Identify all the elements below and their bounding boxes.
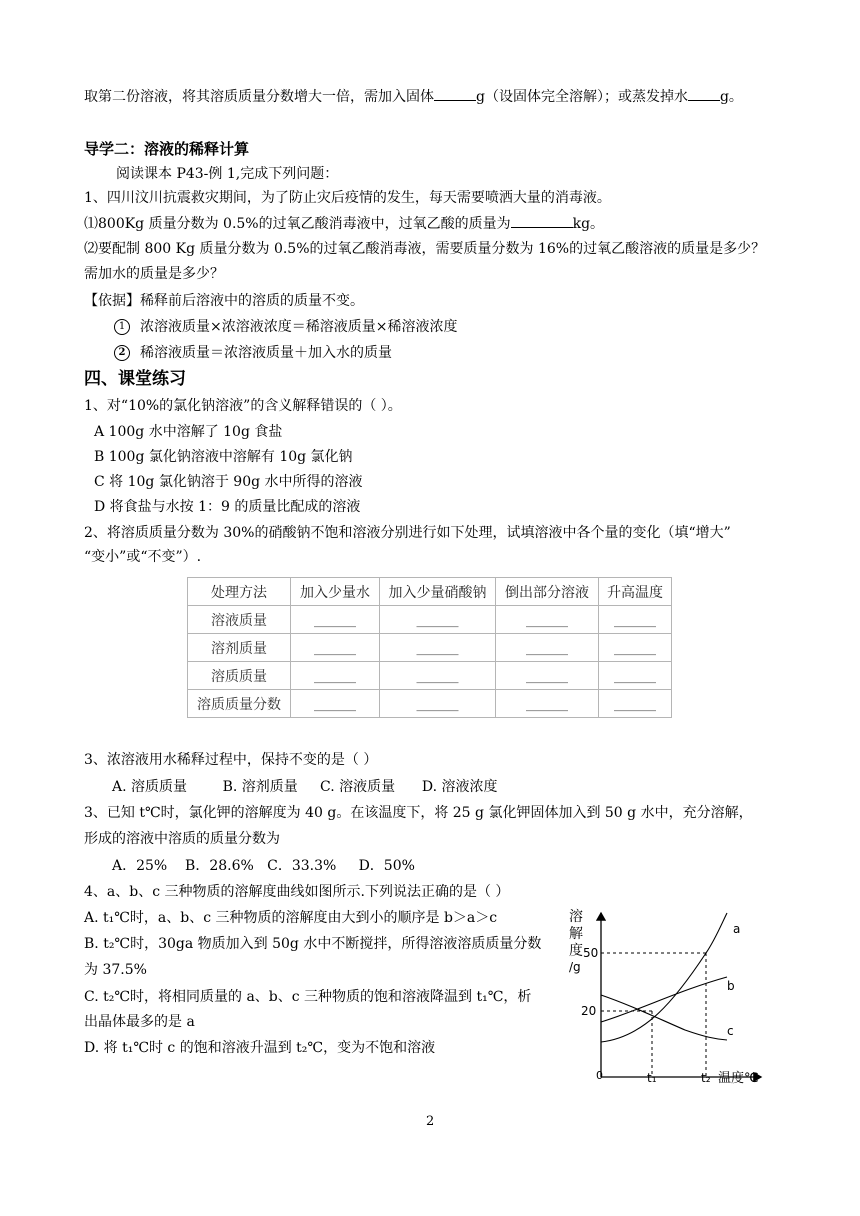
row-label: 溶质质量分数 <box>188 690 291 718</box>
ylabel-char: 溶 <box>569 909 583 925</box>
practice-q2-cont: “变小”或“不变”）. <box>84 549 202 565</box>
answer-cell[interactable]: ______ <box>496 606 599 634</box>
answer-blank[interactable] <box>688 86 720 101</box>
curve-c-label: c <box>727 1024 734 1038</box>
answer-cell[interactable]: ______ <box>496 634 599 662</box>
table-header: 加入少量水 <box>291 578 380 606</box>
answer-cell[interactable]: ______ <box>380 662 496 690</box>
answer-cell[interactable]: ______ <box>496 662 599 690</box>
curve-c <box>601 995 727 1040</box>
table-header: 加入少量硝酸钠 <box>380 578 496 606</box>
practice-q4-option-c-cont: 出晶体最多的是 a <box>84 1014 195 1030</box>
answer-cell[interactable]: ______ <box>496 690 599 718</box>
answer-cell[interactable]: ______ <box>291 606 380 634</box>
guide2-question-1: 1、四川汶川抗震救灾期间，为了防止灾后疫情的发生，每天需要喷洒大量的消毒液。 <box>84 190 611 206</box>
curve-b <box>601 977 727 1022</box>
curve-a <box>601 913 727 1042</box>
answer-cell[interactable]: ______ <box>380 634 496 662</box>
change-table <box>187 577 672 718</box>
practice-q3-options: A. 溶质质量 B. 溶剂质量 C. 溶液质量 D. 溶液浓度 <box>112 779 498 795</box>
answer-cell[interactable]: ______ <box>291 662 380 690</box>
table-header: 倒出部分溶液 <box>496 578 599 606</box>
section-4-title: 四、课堂练习 <box>84 369 186 389</box>
ylabel-char: 解 <box>569 926 583 942</box>
table-row <box>188 690 672 718</box>
practice-q2: 2、将溶质质量分数为 30%的硝酸钠不饱和溶液分别进行如下处理，试填溶液中各个量的变化（填“增大” <box>84 525 731 541</box>
practice-q3: 3、浓溶液用水稀释过程中，保持不变的是（ ） <box>84 752 378 768</box>
guide2-intro: 阅读课本 P43-例 1,完成下列问题： <box>116 166 339 182</box>
answer-cell[interactable]: ______ <box>380 690 496 718</box>
x-axis-label: 温度℃ <box>718 1071 759 1086</box>
guide2-question-1-2-cont: 需加水的质量是多少？ <box>84 266 224 282</box>
table-row <box>188 634 672 662</box>
x-tick-t2: t₂ <box>701 1071 711 1085</box>
table-row <box>188 662 672 690</box>
answer-blank[interactable] <box>434 86 476 101</box>
row-label: 溶液质量 <box>188 606 291 634</box>
answer-cell[interactable]: ______ <box>291 690 380 718</box>
practice-q1-option-a: A 100g 水中溶解了 10g 食盐 <box>94 424 283 440</box>
table-header: 处理方法 <box>188 578 291 606</box>
table-header-row <box>188 578 672 606</box>
row-label: 溶剂质量 <box>188 634 291 662</box>
table-header: 升高温度 <box>599 578 672 606</box>
practice-q3b: 3、已知 t℃时，氯化钾的溶解度为 40 g。在该温度下，将 25 g 氯化钾固体加入到 50 g 水中，充分溶解， <box>84 805 753 821</box>
guide2-question-1-2: ⑵要配制 800 Kg 质量分数为 0.5%的过氧乙酸消毒液，需要质量分数为 16%的过氧乙酸溶液的质量是多少？ <box>84 241 766 257</box>
row-label: 溶质质量 <box>188 662 291 690</box>
guide2-title: 导学二：溶液的稀释计算 <box>84 140 250 158</box>
answer-blank[interactable] <box>511 213 573 228</box>
question-unit: kg。 <box>572 216 605 232</box>
circled-number-2: 2 <box>114 345 130 361</box>
answer-cell[interactable]: ______ <box>291 634 380 662</box>
solubility-curve-graph <box>565 905 765 1090</box>
top-line-text-3: g。 <box>719 89 743 105</box>
practice-q4: 4、a、b、c 三种物质的溶解度曲线如图所示.下列说法正确的是（ ） <box>84 884 510 900</box>
practice-q4-option-d: D. 将 t₁℃时 c 的饱和溶液升温到 t₂℃，变为不饱和溶液 <box>84 1040 436 1056</box>
rule-2 <box>114 343 392 363</box>
basis-text: 【依据】稀释前后溶液中的溶质的质量不变。 <box>84 293 364 309</box>
rule-1 <box>114 317 457 337</box>
practice-q3b-options: A．25% B．28.6% C．33.3% D．50% <box>112 858 415 874</box>
table-row <box>188 606 672 634</box>
practice-q4-option-b-cont: 为 37.5% <box>84 962 147 978</box>
curve-b-label: b <box>727 979 735 993</box>
answer-cell[interactable]: ______ <box>380 606 496 634</box>
rule-2-text: 稀溶液质量＝浓溶液质量＋加入水的质量 <box>140 345 392 361</box>
practice-q1-option-b: B 100g 氯化钠溶液中溶解有 10g 氯化钠 <box>94 449 353 465</box>
answer-cell[interactable]: ______ <box>599 634 672 662</box>
answer-cell[interactable]: ______ <box>599 690 672 718</box>
answer-cell[interactable]: ______ <box>599 662 672 690</box>
ylabel-char: /g <box>569 960 581 974</box>
practice-q3b-cont: 形成的溶液中溶质的质量分数为 <box>84 831 280 847</box>
guide2-question-1-1 <box>84 213 604 234</box>
circled-number-1: 1 <box>114 319 130 335</box>
y-tick-50: 50 <box>583 946 599 960</box>
top-line-text-1: 取第二份溶液，将其溶质质量分数增大一倍，需加入固体 <box>84 89 434 105</box>
curve-a-label: a <box>733 922 741 936</box>
page-number: 2 <box>426 1114 435 1129</box>
practice-q1-option-c: C 将 10g 氯化钠溶于 90g 水中所得的溶液 <box>94 474 363 490</box>
practice-q1-option-d: D 将食盐与水按 1：9 的质量比配成的溶液 <box>94 499 361 515</box>
practice-q4-option-c: C. t₂℃时，将相同质量的 a、b、c 三种物质的饱和溶液降温到 t₁℃，析 <box>84 989 532 1005</box>
practice-q1: 1、对“10%的氯化钠溶液”的含义解释错误的（ ）。 <box>84 398 402 414</box>
x-origin-label: 0 <box>596 1069 603 1082</box>
practice-q4-option-a: A. t₁℃时，a、b、c 三种物质的溶解度由大到小的顺序是 b＞a＞c <box>84 910 498 926</box>
x-tick-t1: t₁ <box>647 1071 657 1085</box>
ylabel-char: 度 <box>569 943 583 959</box>
answer-cell[interactable]: ______ <box>599 606 672 634</box>
question-text: ⑴800Kg 质量分数为 0.5%的过氧乙酸消毒液中，过氧乙酸的质量为 <box>84 216 511 232</box>
top-line <box>84 86 743 107</box>
y-tick-20: 20 <box>581 1004 597 1018</box>
top-line-text-2: g（设固体完全溶解）；或蒸发掉水 <box>476 89 688 105</box>
rule-1-text: 浓溶液质量×浓溶液浓度＝稀溶液质量×稀溶液浓度 <box>140 319 458 335</box>
practice-q4-option-b: B. t₂℃时，30ga 物质加入到 50g 水中不断搅拌，所得溶液溶质质量分数 <box>84 936 542 952</box>
